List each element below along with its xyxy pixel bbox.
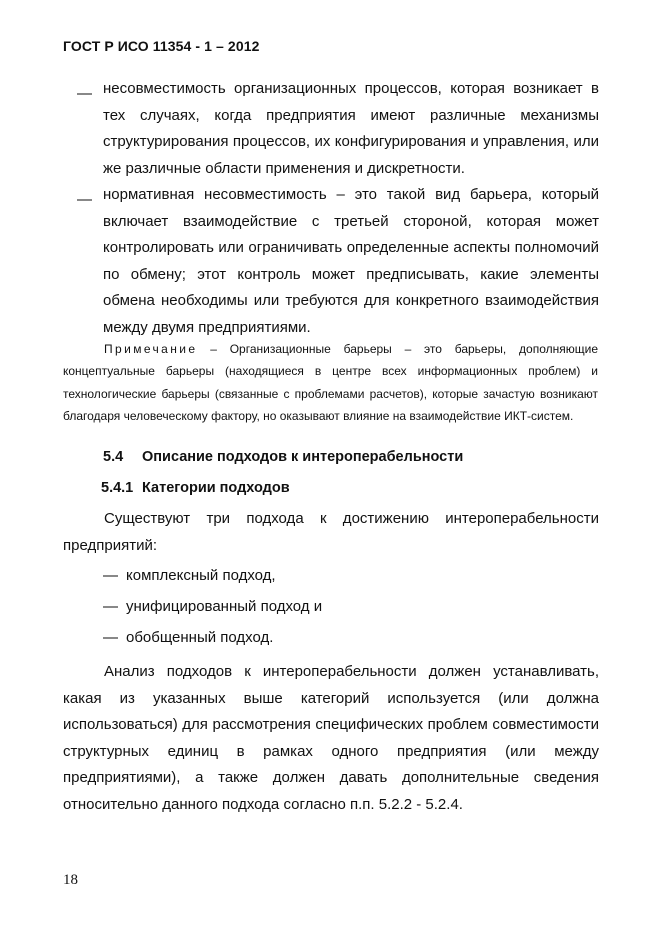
list-dash: — (103, 567, 118, 584)
section-number: 5.4 (103, 449, 124, 465)
approach-item-generalized: обобщенный подход. (126, 629, 274, 646)
page-number: 18 (63, 872, 78, 888)
bullet-item-organizational-processes: несовместимость организационных процессов, которая возникает в тех случаях, когда предприятия имеют различные механизмы структурирования процессов, их конфигурирования и управления, или же различные области применения и дискретности. (103, 80, 599, 177)
subsection-title: Категории подходов (142, 480, 290, 496)
list-dash: — (103, 629, 118, 646)
note-paragraph (63, 338, 598, 428)
approach-item-complex: комплексный подход, (126, 567, 276, 584)
list-dash: — (103, 598, 118, 615)
section-title: Описание подходов к интероперабельности (142, 449, 464, 465)
intro-paragraph: Существуют три подхода к достижению интероперабельности предприятий: (63, 510, 599, 554)
note-text: – Организационные барьеры – это барьеры, дополняющие концептуальные барьеры (находящиеся в центре всех информационных проблем) и технологические барьеры (связанные с проблемами расчетов), которые зачастую возникают благодаря человеческому фактору, но оказывают влияние на взаимодействие ИКТ-систем. (63, 342, 598, 424)
note-label: Примечание (104, 342, 198, 356)
bullet-dash: — (77, 191, 92, 208)
subsection-number: 5.4.1 (101, 480, 134, 496)
document-header: ГОСТ Р ИСО 11354 - 1 – 2012 (63, 38, 260, 54)
bullet-dash: — (77, 85, 92, 102)
analysis-paragraph: Анализ подходов к интероперабельности должен устанавливать, какая из указанных выше категорий используется (или должна использоваться) для рассмотрения специфических проблем совместимости структурных единиц в рамках одного предприятия (или между предприятиями), а также должен давать дополнительные сведения относительно данного подхода согласно п.п. 5.2.2 - 5.2.4. (63, 663, 599, 813)
bullet-item-normative-incompatibility: нормативная несовместимость – это такой вид барьера, который включает взаимодействие с третьей стороной, которая может контролировать или ограничивать определенные аспекты полномочий по обмену; этот контроль может предписывать, какие элементы обмена необходимы или требуются для конкретного взаимодействия между двумя предприятиями. (103, 186, 599, 336)
approach-item-unified: унифицированный подход и (126, 598, 323, 615)
